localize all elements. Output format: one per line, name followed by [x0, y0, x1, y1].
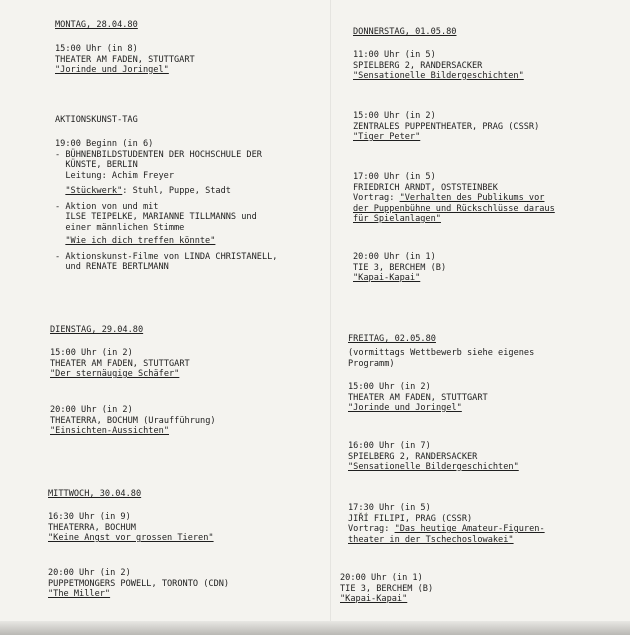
event-place: JIŘÍ FILIPI, PRAG (CSSR) — [348, 513, 473, 524]
event-dienstag-2 — [50, 405, 216, 437]
event-title: der Puppenbühne und Rückschlüsse daraus — [353, 203, 555, 214]
event-place: THEATERRA, BOCHUM — [48, 522, 136, 533]
event-time: 15:00 Uhr (in 2) — [348, 382, 431, 392]
event-time: 15:00 Uhr (in 2) — [50, 348, 133, 358]
event-place: SPIELBERG 2, RANDERSACKER — [348, 451, 478, 462]
aktionskunst-block — [55, 139, 277, 273]
event-mittwoch-1 — [48, 512, 214, 544]
event-place: ZENTRALES PUPPENTHEATER, PRAG (CSSR) — [353, 121, 540, 132]
event-title: "Wie ich dich treffen könnte" — [65, 236, 216, 246]
event-place: PUPPETMONGERS POWELL, TORONTO (CDN) — [48, 578, 230, 589]
event-place: SPIELBERG 2, RANDERSACKER — [353, 60, 483, 71]
event-title: "Einsichten-Aussichten" — [50, 426, 169, 436]
text-line: (vormittags Wettbewerb siehe eigenes — [348, 348, 535, 358]
event-donnerstag-1 — [353, 50, 524, 82]
event-time: 20:00 Uhr (in 2) — [48, 568, 131, 578]
text-line: einer männlichen Stimme — [55, 222, 185, 233]
day-heading-donnerstag: DONNERSTAG, 01.05.80 — [353, 27, 457, 37]
event-place: FRIEDRICH ARNDT, OSTSTEINBEK — [353, 182, 498, 193]
page-fold — [330, 0, 331, 621]
text-line: Programm) — [348, 358, 395, 369]
event-title: "Kapai-Kapai" — [340, 594, 408, 604]
text-line: Vortrag: — [353, 193, 400, 203]
text-line: - Aktionskunst-Filme von LINDA CHRISTANELL, — [55, 251, 278, 262]
event-title: "Der sternäugige Schäfer" — [50, 369, 180, 379]
section-title-aktionskunst: AKTIONSKUNST-TAG — [55, 115, 138, 125]
event-place: TIE 3, BERCHEM (B) — [353, 262, 447, 273]
text-line: ILSE TEIPELKE, MARIANNE TILLMANNS und — [55, 212, 257, 222]
event-freitag-2 — [348, 441, 519, 473]
event-title: "Keine Angst vor grossen Tieren" — [48, 533, 214, 543]
event-montag-1 — [55, 44, 195, 76]
text-line — [348, 524, 545, 535]
event-title: "Verhalten des Publikums vor — [399, 193, 545, 203]
text-line: Leitung: Achim Freyer — [55, 170, 174, 181]
event-title: "Tiger Peter" — [353, 132, 421, 142]
freitag-note — [348, 348, 534, 369]
event-title: "Stückwerk" — [65, 186, 123, 196]
event-dienstag-1 — [50, 348, 190, 380]
page-bottom-edge — [0, 621, 630, 635]
event-donnerstag-4 — [353, 252, 446, 284]
event-title: "Das heutige Amateur-Figuren- — [394, 524, 545, 534]
event-freitag-3 — [348, 503, 545, 545]
event-time: 15:00 Uhr (in 2) — [353, 111, 436, 121]
event-time: 20:00 Uhr (in 1) — [340, 573, 423, 583]
day-heading-dienstag: DIENSTAG, 29.04.80 — [50, 325, 144, 335]
event-freitag-1 — [348, 382, 488, 414]
event-title: "Kapai-Kapai" — [353, 273, 421, 283]
text-line: KÜNSTE, BERLIN — [55, 160, 138, 170]
event-time: 17:30 Uhr (in 5) — [348, 503, 431, 513]
event-place: THEATER AM FADEN, STUTTGART — [348, 392, 488, 403]
event-title: "The Miller" — [48, 589, 111, 599]
event-title: "Sensationelle Bildergeschichten" — [353, 71, 524, 81]
day-heading-montag: MONTAG, 28.04.80 — [55, 20, 138, 30]
event-time: 16:30 Uhr (in 9) — [48, 512, 131, 522]
event-time: 15:00 Uhr (in 8) — [55, 44, 138, 54]
text-line — [55, 186, 277, 197]
text-line — [55, 236, 277, 247]
text-line — [353, 193, 555, 204]
event-time: 19:00 Beginn (in 6) — [55, 139, 154, 149]
day-heading-mittwoch: MITTWOCH, 30.04.80 — [48, 489, 142, 499]
event-time: 20:00 Uhr (in 1) — [353, 252, 436, 262]
event-mittwoch-2 — [48, 568, 229, 600]
event-time: 11:00 Uhr (in 5) — [353, 50, 436, 60]
event-title: "Jorinde und Joringel" — [348, 403, 462, 413]
event-place: TIE 3, BERCHEM (B) — [340, 583, 434, 594]
event-time: 20:00 Uhr (in 2) — [50, 405, 133, 415]
event-title: theater in der Tschechoslowakei" — [348, 534, 514, 545]
event-place: THEATERRA, BOCHUM (Uraufführung) — [50, 415, 216, 426]
event-time: 16:00 Uhr (in 7) — [348, 441, 431, 451]
event-place: THEATER AM FADEN, STUTTGART — [50, 358, 190, 369]
event-place: THEATER AM FADEN, STUTTGART — [55, 54, 195, 65]
text-line: und RENATE BERTLMANN — [55, 262, 169, 272]
event-time: 17:00 Uhr (in 5) — [353, 172, 436, 182]
event-title: "Sensationelle Bildergeschichten" — [348, 462, 519, 472]
text-line: - Aktion von und mit — [55, 201, 159, 212]
event-title: "Jorinde und Joringel" — [55, 65, 169, 75]
text-line: : Stuhl, Puppe, Stadt — [122, 186, 231, 196]
event-donnerstag-3 — [353, 172, 555, 225]
event-title: für Spielanlagen" — [353, 214, 441, 224]
text-line: - BÜHNENBILDSTUDENTEN DER HOCHSCHULE DER — [55, 149, 262, 160]
event-donnerstag-2 — [353, 111, 539, 143]
event-freitag-4 — [340, 573, 433, 605]
text-line: Vortrag: — [348, 524, 395, 534]
day-heading-freitag: FREITAG, 02.05.80 — [348, 334, 436, 344]
